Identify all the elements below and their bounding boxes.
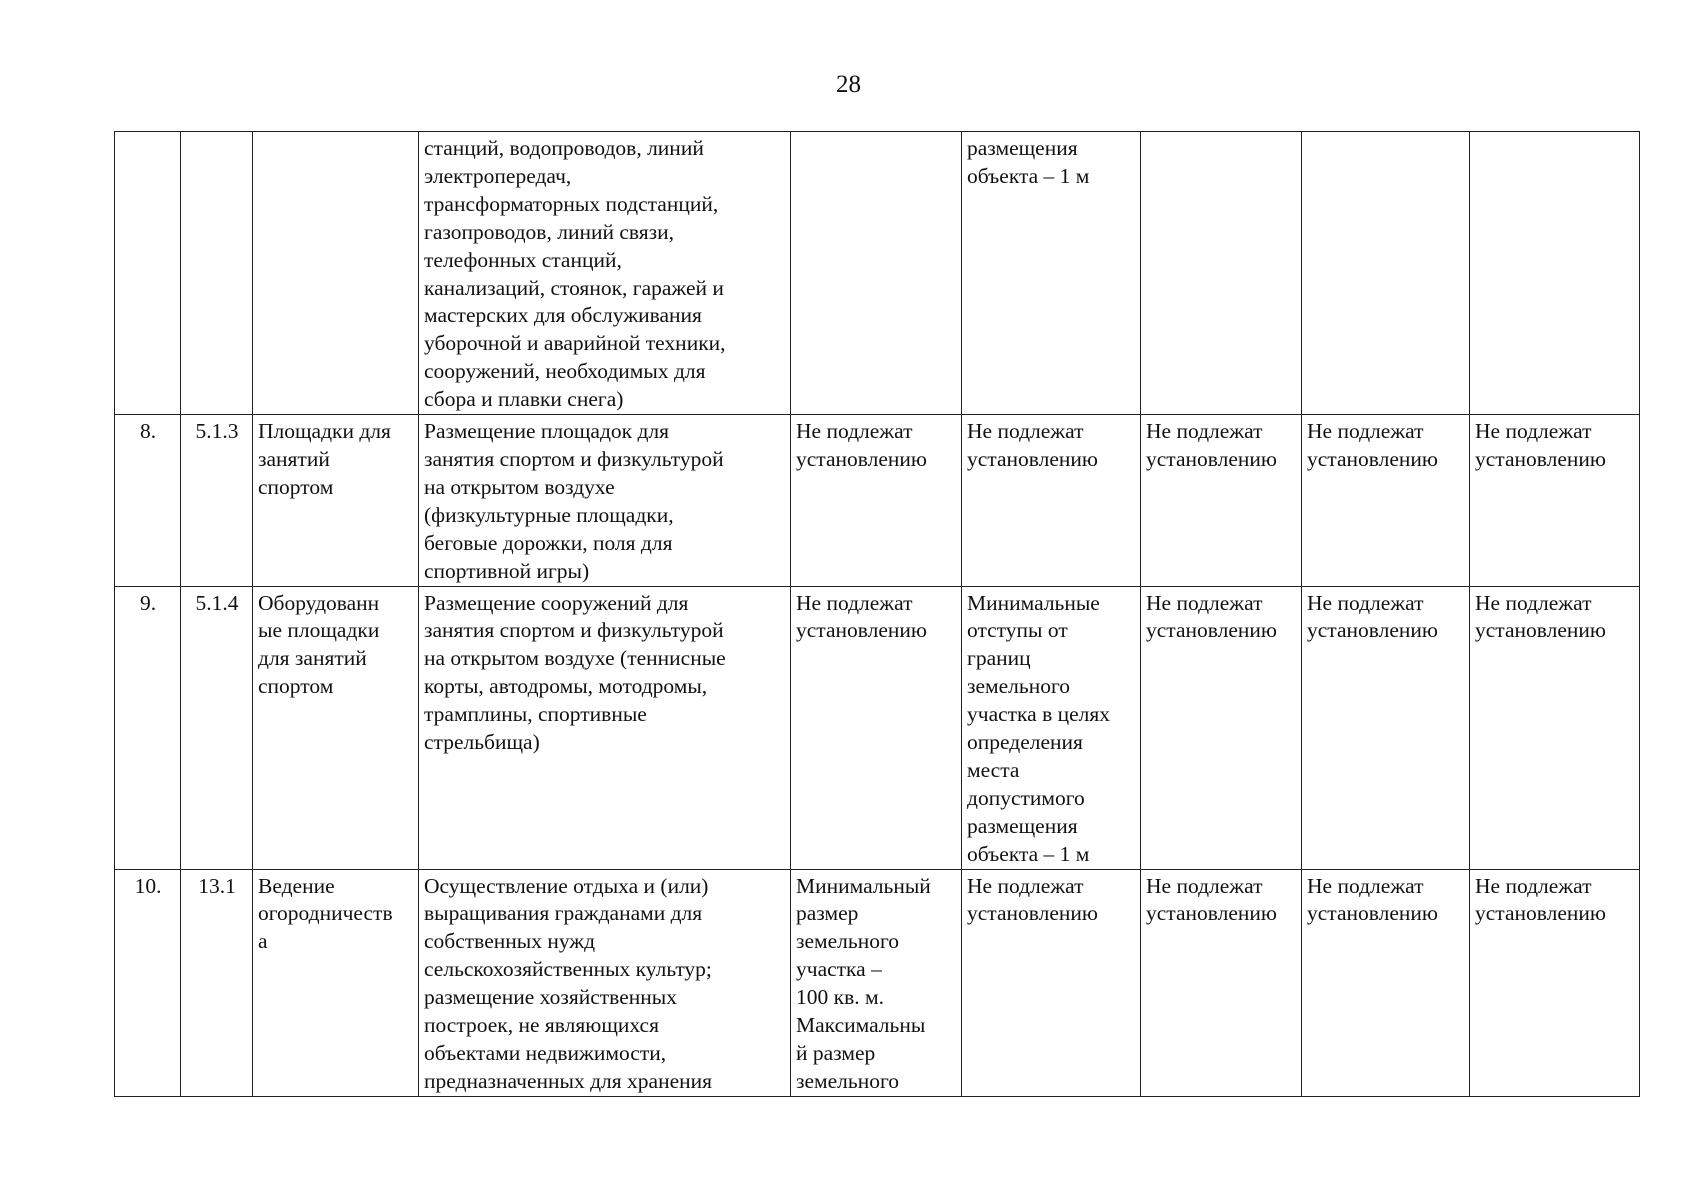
cell-text-line: мастерских для обслуживания xyxy=(424,303,702,328)
parameter-cell xyxy=(1470,586,1640,869)
cell-text-line: сельскохозяйственных культур; xyxy=(424,957,712,982)
parameter-cell xyxy=(1302,415,1470,586)
use-name-cell xyxy=(253,586,419,869)
cell-text-line: на открытом воздухе (теннисные xyxy=(424,646,726,671)
cell-text-line: для занятий xyxy=(258,646,367,671)
zoning-regulations-table xyxy=(114,131,1640,1097)
cell-text-line: ые площадки xyxy=(258,618,380,643)
use-code-cell: 13.1 xyxy=(181,869,253,1096)
cell-text-line: трамплины, спортивные xyxy=(424,702,647,727)
cell-text-line: Максимальны xyxy=(796,1013,926,1038)
cell-text-line: а xyxy=(258,929,268,954)
cell-text-line: занятия спортом и физкультурой xyxy=(424,618,724,643)
cell-text-line: газопроводов, линий связи, xyxy=(424,219,675,244)
cell-text-line: сбора и плавки снега) xyxy=(424,387,624,412)
parameter-cell xyxy=(1141,132,1302,415)
cell-text-line: Оборудованн xyxy=(258,590,380,615)
cell-text-line: станций, водопроводов, линий xyxy=(424,136,704,160)
cell-text-line: размещения xyxy=(967,136,1078,160)
cell-text-line: Размещение сооружений для xyxy=(424,590,689,615)
use-description-cell xyxy=(419,415,791,586)
cell-text-line: спортом xyxy=(258,474,334,499)
cell-text-line: 100 кв. м. xyxy=(796,985,884,1010)
cell-text-line: трансформаторных подстанций, xyxy=(424,191,719,216)
cell-text-line: объектами недвижимости, xyxy=(424,1041,667,1065)
cell-text-line: определения xyxy=(967,730,1083,755)
cell-text-line: Не подлежат xyxy=(1307,873,1424,898)
cell-text-line: установлению xyxy=(1307,901,1438,926)
parameter-cell xyxy=(1470,132,1640,415)
cell-text-line: канализаций, стоянок, гаражей и xyxy=(424,275,724,300)
table-row xyxy=(115,415,1640,586)
parameter-cell xyxy=(1470,869,1640,1096)
cell-text-line: собственных нужд xyxy=(424,929,596,954)
table-body xyxy=(115,132,1640,1097)
cell-text-line: Не подлежат xyxy=(967,873,1084,898)
parameter-cell xyxy=(1302,586,1470,869)
cell-text-line: Не подлежат xyxy=(796,590,913,615)
cell-text-line: допустимого xyxy=(967,785,1085,810)
cell-text-line: Минимальный xyxy=(796,873,931,898)
table-row xyxy=(115,132,1640,415)
page-number: 28 xyxy=(836,71,861,98)
cell-text-line: установлению xyxy=(1146,618,1277,643)
cell-text-line: Не подлежат xyxy=(967,419,1084,444)
cell-text-line: сооружений, необходимых для xyxy=(424,359,706,384)
parameter-cell xyxy=(791,869,962,1096)
cell-text-line: объекта – 1 м xyxy=(967,841,1090,866)
cell-text-line: установлению xyxy=(1146,446,1277,471)
cell-text-line: телефонных станций, xyxy=(424,247,622,272)
cell-text-line: земельного xyxy=(796,929,900,954)
cell-text-line: размер xyxy=(796,901,859,926)
parameter-cell xyxy=(1302,132,1470,415)
parameter-cell xyxy=(962,132,1141,415)
cell-text-line: Не подлежат xyxy=(1475,590,1592,615)
cell-text-line: й размер xyxy=(796,1041,876,1065)
cell-text-line: места xyxy=(967,757,1020,782)
cell-text-line: Не подлежат xyxy=(1307,419,1424,444)
cell-text-line: Не подлежат xyxy=(1475,873,1592,898)
cell-text-line: уборочной и аварийной техники, xyxy=(424,331,726,356)
cell-text-line: занятий xyxy=(258,446,330,471)
cell-text-line: установлению xyxy=(1475,618,1606,643)
row-number-cell: 10. xyxy=(115,869,181,1096)
cell-text-line: отступы от xyxy=(967,618,1068,643)
cell-text-line: земельного xyxy=(967,674,1071,699)
cell-text-line: Не подлежат xyxy=(1307,590,1424,615)
use-name-cell xyxy=(253,869,419,1096)
cell-text-line: установлению xyxy=(796,446,927,471)
cell-text-line: Минимальные xyxy=(967,590,1100,615)
row-number-cell: 9. xyxy=(115,586,181,869)
cell-text-line: установлению xyxy=(1307,446,1438,471)
cell-text-line: спортом xyxy=(258,674,334,699)
parameter-cell xyxy=(791,586,962,869)
cell-text-line: занятия спортом и физкультурой xyxy=(424,446,724,471)
cell-text-line: Осуществление отдыха и (или) xyxy=(424,873,709,898)
cell-text-line: Не подлежат xyxy=(1146,873,1263,898)
cell-text-line: огородничеств xyxy=(258,901,393,926)
table-row xyxy=(115,869,1640,1096)
parameter-cell xyxy=(1141,869,1302,1096)
cell-text-line: (физкультурные площадки, xyxy=(424,502,674,527)
cell-text-line: Ведение xyxy=(258,873,335,898)
cell-text-line: установлению xyxy=(796,618,927,643)
cell-text-line: участка в целях xyxy=(967,702,1111,727)
cell-text-line: беговые дорожки, поля для xyxy=(424,530,673,555)
use-code-cell xyxy=(181,132,253,415)
parameter-cell xyxy=(1141,586,1302,869)
use-description-cell xyxy=(419,132,791,415)
cell-text-line: спортивной игры) xyxy=(424,558,590,583)
parameter-cell xyxy=(962,869,1141,1096)
parameter-cell xyxy=(1302,869,1470,1096)
cell-text-line: электропередач, xyxy=(424,163,572,188)
cell-text-line: границ xyxy=(967,646,1031,671)
use-code-cell: 5.1.3 xyxy=(181,415,253,586)
use-name-cell xyxy=(253,132,419,415)
cell-text-line: установлению xyxy=(1307,618,1438,643)
cell-text-line: Не подлежат xyxy=(796,419,913,444)
cell-text-line: установлению xyxy=(967,446,1098,471)
cell-text-line: стрельбища) xyxy=(424,730,540,755)
cell-text-line: размещение хозяйственных xyxy=(424,985,677,1010)
cell-text-line: построек, не являющихся xyxy=(424,1013,659,1038)
cell-text-line: установлению xyxy=(1146,901,1277,926)
cell-text-line: на открытом воздухе xyxy=(424,474,615,499)
cell-text-line: участка – xyxy=(796,957,882,982)
use-name-cell xyxy=(253,415,419,586)
cell-text-line: объекта – 1 м xyxy=(967,163,1090,188)
use-description-cell xyxy=(419,869,791,1096)
cell-text-line: земельного xyxy=(796,1068,900,1093)
cell-text-line: размещения xyxy=(967,813,1078,838)
parameter-cell xyxy=(1470,415,1640,586)
use-code-cell: 5.1.4 xyxy=(181,586,253,869)
row-number-cell xyxy=(115,132,181,415)
parameter-cell xyxy=(962,415,1141,586)
cell-text-line: Не подлежат xyxy=(1146,419,1263,444)
cell-text-line: корты, автодромы, мотодромы, xyxy=(424,674,708,699)
parameter-cell xyxy=(791,415,962,586)
use-description-cell xyxy=(419,586,791,869)
cell-text-line: установлению xyxy=(1475,901,1606,926)
cell-text-line: Не подлежат xyxy=(1146,590,1263,615)
cell-text-line: Площадки для xyxy=(258,419,391,444)
cell-text-line: установлению xyxy=(1475,446,1606,471)
cell-text-line: выращивания гражданами для xyxy=(424,901,703,926)
parameter-cell xyxy=(1141,415,1302,586)
parameter-cell xyxy=(791,132,962,415)
cell-text-line: Не подлежат xyxy=(1475,419,1592,444)
row-number-cell: 8. xyxy=(115,415,181,586)
cell-text-line: предназначенных для хранения xyxy=(424,1068,713,1093)
cell-text-line: установлению xyxy=(967,901,1098,926)
parameter-cell xyxy=(962,586,1141,869)
cell-text-line: Размещение площадок для xyxy=(424,419,670,444)
table-row xyxy=(115,586,1640,869)
